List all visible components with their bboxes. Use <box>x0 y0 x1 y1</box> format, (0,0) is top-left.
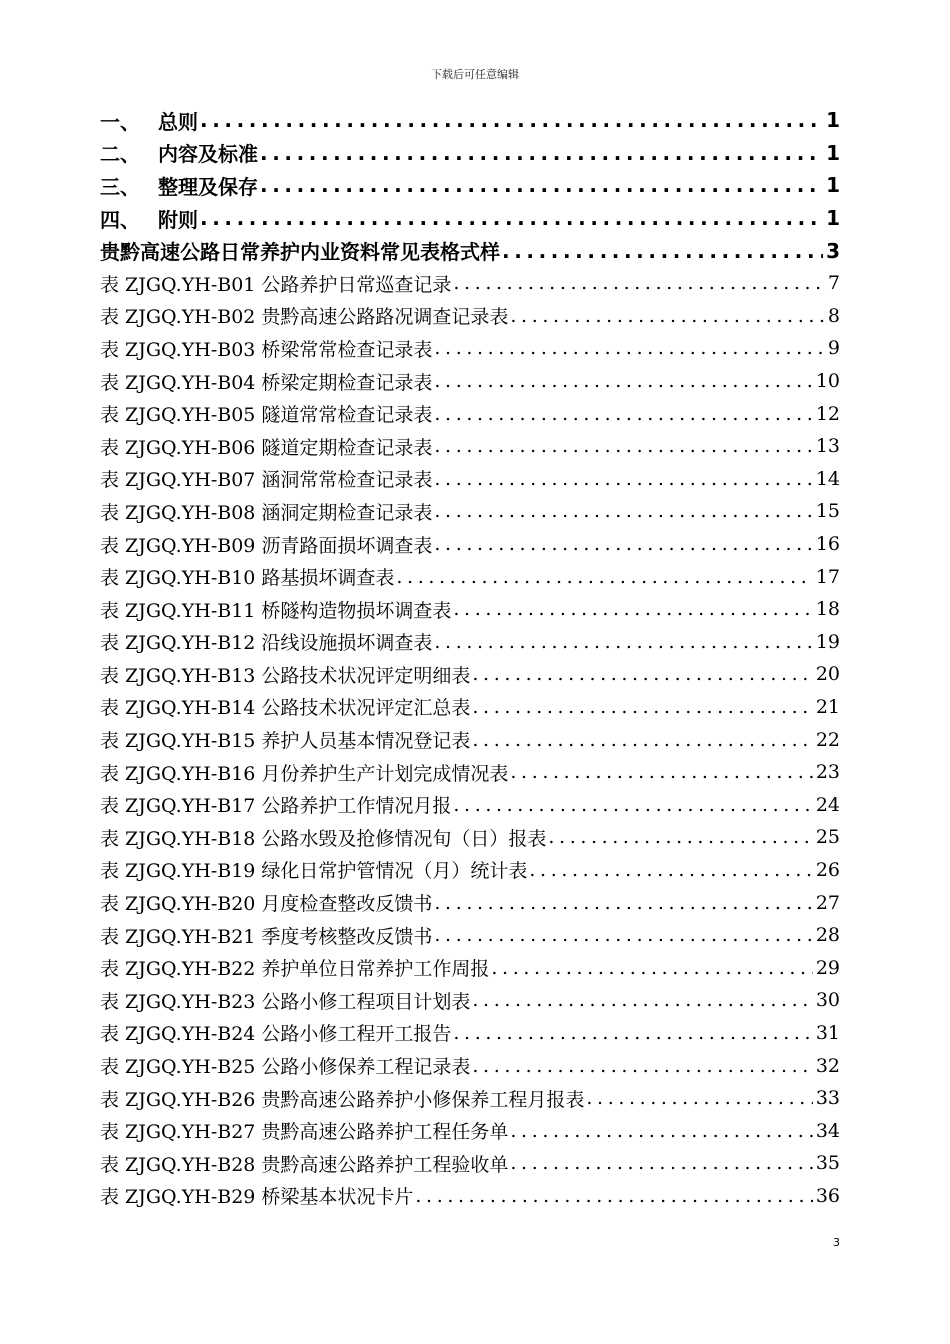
toc-form-title: 表 ZJGQ.YH-B11 桥隧构造物损坏调查表 <box>100 599 452 622</box>
toc-section-number: 二、 <box>100 142 140 167</box>
toc-page-number: 18 <box>815 598 840 621</box>
toc-form-entry[interactable] <box>100 593 840 626</box>
toc-form-title: 表 ZJGQ.YH-B10 路基损坏调查表 <box>100 567 395 590</box>
toc-form-entry[interactable] <box>100 626 840 659</box>
table-of-contents <box>100 104 840 1212</box>
toc-form-title: 表 ZJGQ.YH-B19 绿化日常护管情况（月）统计表 <box>100 860 528 883</box>
toc-form-entry[interactable] <box>100 463 840 496</box>
toc-form-entry[interactable] <box>100 1147 840 1180</box>
toc-form-entry[interactable] <box>100 951 840 984</box>
toc-form-entry[interactable] <box>100 723 840 756</box>
toc-form-entry[interactable] <box>100 1017 840 1050</box>
toc-section-number: 三、 <box>100 174 140 199</box>
toc-page-number: 7 <box>827 272 840 295</box>
toc-page-number: 28 <box>815 924 840 947</box>
toc-page-number: 17 <box>815 565 840 588</box>
toc-form-title: 表 ZJGQ.YH-B12 沿线设施损坏调查表 <box>100 632 433 655</box>
toc-page-number: 30 <box>815 989 840 1012</box>
toc-dot-leader <box>510 1120 812 1142</box>
toc-form-title: 表 ZJGQ.YH-B18 公路水毁及抢修情况旬（日）报表 <box>100 827 547 850</box>
toc-form-entry[interactable] <box>100 430 840 463</box>
toc-section-title: 内容及标准 <box>158 142 258 167</box>
toc-dot-leader <box>434 337 824 359</box>
toc-form-entry[interactable] <box>100 365 840 398</box>
toc-page-number: 14 <box>815 467 840 490</box>
toc-section-number: 四、 <box>100 207 140 232</box>
toc-form-title: 表 ZJGQ.YH-B16 月份养护生产计划完成情况表 <box>100 762 509 785</box>
toc-form-entry[interactable] <box>100 300 840 333</box>
toc-form-entry[interactable] <box>100 658 840 691</box>
toc-dot-leader <box>200 108 823 132</box>
toc-section-general[interactable] <box>100 104 840 137</box>
toc-form-entry[interactable] <box>100 1082 840 1115</box>
toc-form-entry[interactable] <box>100 495 840 528</box>
toc-page-number: 16 <box>815 533 840 556</box>
toc-dot-leader <box>548 826 812 848</box>
toc-form-title: 表 ZJGQ.YH-B06 隧道定期检查记录表 <box>100 436 433 459</box>
toc-dot-leader <box>502 239 823 263</box>
toc-dot-leader <box>453 272 824 294</box>
toc-form-entry[interactable] <box>100 919 840 952</box>
toc-page-number: 26 <box>815 858 840 881</box>
toc-dot-leader <box>472 1055 812 1077</box>
toc-page-number: 35 <box>815 1152 840 1175</box>
toc-page-number: 1 <box>826 108 840 133</box>
toc-form-title: 表 ZJGQ.YH-B15 养护人员基本情况登记表 <box>100 730 471 753</box>
toc-page-number: 33 <box>815 1087 840 1110</box>
toc-dot-leader <box>434 631 812 653</box>
toc-dot-leader <box>472 729 812 751</box>
toc-form-entry[interactable] <box>100 1180 840 1213</box>
toc-form-entry[interactable] <box>100 528 840 561</box>
toc-dot-leader <box>472 696 812 718</box>
page-header: 下载后可任意编辑 <box>431 68 519 81</box>
toc-form-title: 表 ZJGQ.YH-B02 贵黔高速公路路况调查记录表 <box>100 306 509 329</box>
toc-dot-leader <box>472 989 812 1011</box>
toc-section-title: 整理及保存 <box>158 174 258 199</box>
toc-page-number: 24 <box>815 793 840 816</box>
toc-main-title: 贵黔高速公路日常养护内业资料常见表格式样 <box>100 240 500 265</box>
toc-dot-leader <box>453 1022 812 1044</box>
toc-form-title: 表 ZJGQ.YH-B08 涵洞定期检查记录表 <box>100 501 433 524</box>
toc-page-number: 20 <box>815 663 840 686</box>
toc-form-entry[interactable] <box>100 886 840 919</box>
toc-dot-leader <box>491 957 812 979</box>
toc-form-title: 表 ZJGQ.YH-B29 桥梁基本状况卡片 <box>100 1186 414 1209</box>
toc-page-number: 15 <box>815 500 840 523</box>
toc-page-number: 21 <box>815 695 840 718</box>
toc-page-number: 10 <box>815 370 840 393</box>
toc-form-title: 表 ZJGQ.YH-B26 贵黔高速公路养护小修保养工程月报表 <box>100 1088 585 1111</box>
toc-form-title: 表 ZJGQ.YH-B14 公路技术状况评定汇总表 <box>100 697 471 720</box>
toc-dot-leader <box>434 435 812 457</box>
toc-page-number: 1 <box>826 206 840 231</box>
toc-form-title: 表 ZJGQ.YH-B13 公路技术状况评定明细表 <box>100 664 471 687</box>
toc-form-title: 表 ZJGQ.YH-B25 公路小修保养工程记录表 <box>100 1056 471 1079</box>
toc-dot-leader <box>434 403 812 425</box>
toc-dot-leader <box>260 141 823 165</box>
toc-form-title: 表 ZJGQ.YH-B24 公路小修工程开工报告 <box>100 1023 452 1046</box>
toc-page-number: 25 <box>815 826 840 849</box>
toc-form-title: 表 ZJGQ.YH-B27 贵黔高速公路养护工程任务单 <box>100 1121 509 1144</box>
toc-form-title: 表 ZJGQ.YH-B05 隧道常常检查记录表 <box>100 404 433 427</box>
toc-form-entry[interactable] <box>100 984 840 1017</box>
toc-page-number: 27 <box>815 891 840 914</box>
toc-dot-leader <box>510 761 812 783</box>
toc-form-title: 表 ZJGQ.YH-B01 公路养护日常巡查记录 <box>100 273 452 296</box>
toc-dot-leader <box>434 924 812 946</box>
toc-main-heading[interactable] <box>100 234 840 267</box>
toc-form-list <box>100 267 840 1212</box>
toc-form-entry[interactable] <box>100 691 840 724</box>
toc-form-title: 表 ZJGQ.YH-B21 季度考核整改反馈书 <box>100 925 433 948</box>
toc-page-number: 9 <box>827 337 840 360</box>
toc-page-number: 36 <box>815 1184 840 1207</box>
toc-page-number: 23 <box>815 761 840 784</box>
toc-dot-leader <box>510 1152 812 1174</box>
toc-form-entry[interactable] <box>100 332 840 365</box>
toc-dot-leader <box>453 794 812 816</box>
toc-dot-leader <box>260 173 823 197</box>
toc-form-entry[interactable] <box>100 756 840 789</box>
toc-page-number: 19 <box>815 630 840 653</box>
toc-section-content[interactable] <box>100 137 840 170</box>
toc-section-appendix[interactable] <box>100 202 840 235</box>
toc-section-storage[interactable] <box>100 169 840 202</box>
toc-form-title: 表 ZJGQ.YH-B22 养护单位日常养护工作周报 <box>100 958 490 981</box>
toc-page-number: 31 <box>815 1021 840 1044</box>
toc-page-number: 22 <box>815 728 840 751</box>
toc-form-title: 表 ZJGQ.YH-B20 月度检查整改反馈书 <box>100 893 433 916</box>
toc-dot-leader <box>396 566 812 588</box>
toc-page-number: 3 <box>826 238 840 263</box>
toc-page-number: 1 <box>826 173 840 198</box>
toc-dot-leader <box>453 598 812 620</box>
toc-page-number: 13 <box>815 435 840 458</box>
toc-form-entry[interactable] <box>100 788 840 821</box>
toc-dot-leader <box>434 892 812 914</box>
toc-dot-leader <box>529 859 812 881</box>
toc-dot-leader <box>434 370 812 392</box>
toc-page-number: 8 <box>827 304 840 327</box>
toc-page-number: 1 <box>826 140 840 165</box>
toc-form-title: 表 ZJGQ.YH-B17 公路养护工作情况月报 <box>100 795 452 818</box>
toc-dot-leader <box>415 1185 812 1207</box>
toc-form-title: 表 ZJGQ.YH-B28 贵黔高速公路养护工程验收单 <box>100 1153 509 1176</box>
toc-form-title: 表 ZJGQ.YH-B23 公路小修工程项目计划表 <box>100 990 471 1013</box>
toc-dot-leader <box>434 533 812 555</box>
toc-section-number: 一、 <box>100 109 140 134</box>
toc-form-title: 表 ZJGQ.YH-B03 桥梁常常检查记录表 <box>100 338 433 361</box>
toc-form-title: 表 ZJGQ.YH-B09 沥青路面损坏调查表 <box>100 534 433 557</box>
toc-form-entry[interactable] <box>100 1114 840 1147</box>
toc-form-entry[interactable] <box>100 267 840 300</box>
page-number: 3 <box>833 1236 840 1249</box>
toc-form-entry[interactable] <box>100 821 840 854</box>
toc-form-entry[interactable] <box>100 1049 840 1082</box>
toc-page-number: 34 <box>815 1119 840 1142</box>
toc-dot-leader <box>200 206 823 230</box>
toc-dot-leader <box>434 468 812 490</box>
toc-page-number: 32 <box>815 1054 840 1077</box>
toc-section-title: 总则 <box>158 109 198 134</box>
toc-form-title: 表 ZJGQ.YH-B07 涵洞常常检查记录表 <box>100 469 433 492</box>
toc-dot-leader <box>472 663 812 685</box>
toc-dot-leader <box>434 500 812 522</box>
toc-form-entry[interactable] <box>100 560 840 593</box>
toc-section-title: 附则 <box>158 207 198 232</box>
toc-page-number: 12 <box>815 402 840 425</box>
toc-dot-leader <box>510 305 824 327</box>
toc-form-entry[interactable] <box>100 854 840 887</box>
toc-form-title: 表 ZJGQ.YH-B04 桥梁定期检查记录表 <box>100 371 433 394</box>
toc-page-number: 29 <box>815 956 840 979</box>
toc-form-entry[interactable] <box>100 397 840 430</box>
toc-dot-leader <box>586 1087 812 1109</box>
